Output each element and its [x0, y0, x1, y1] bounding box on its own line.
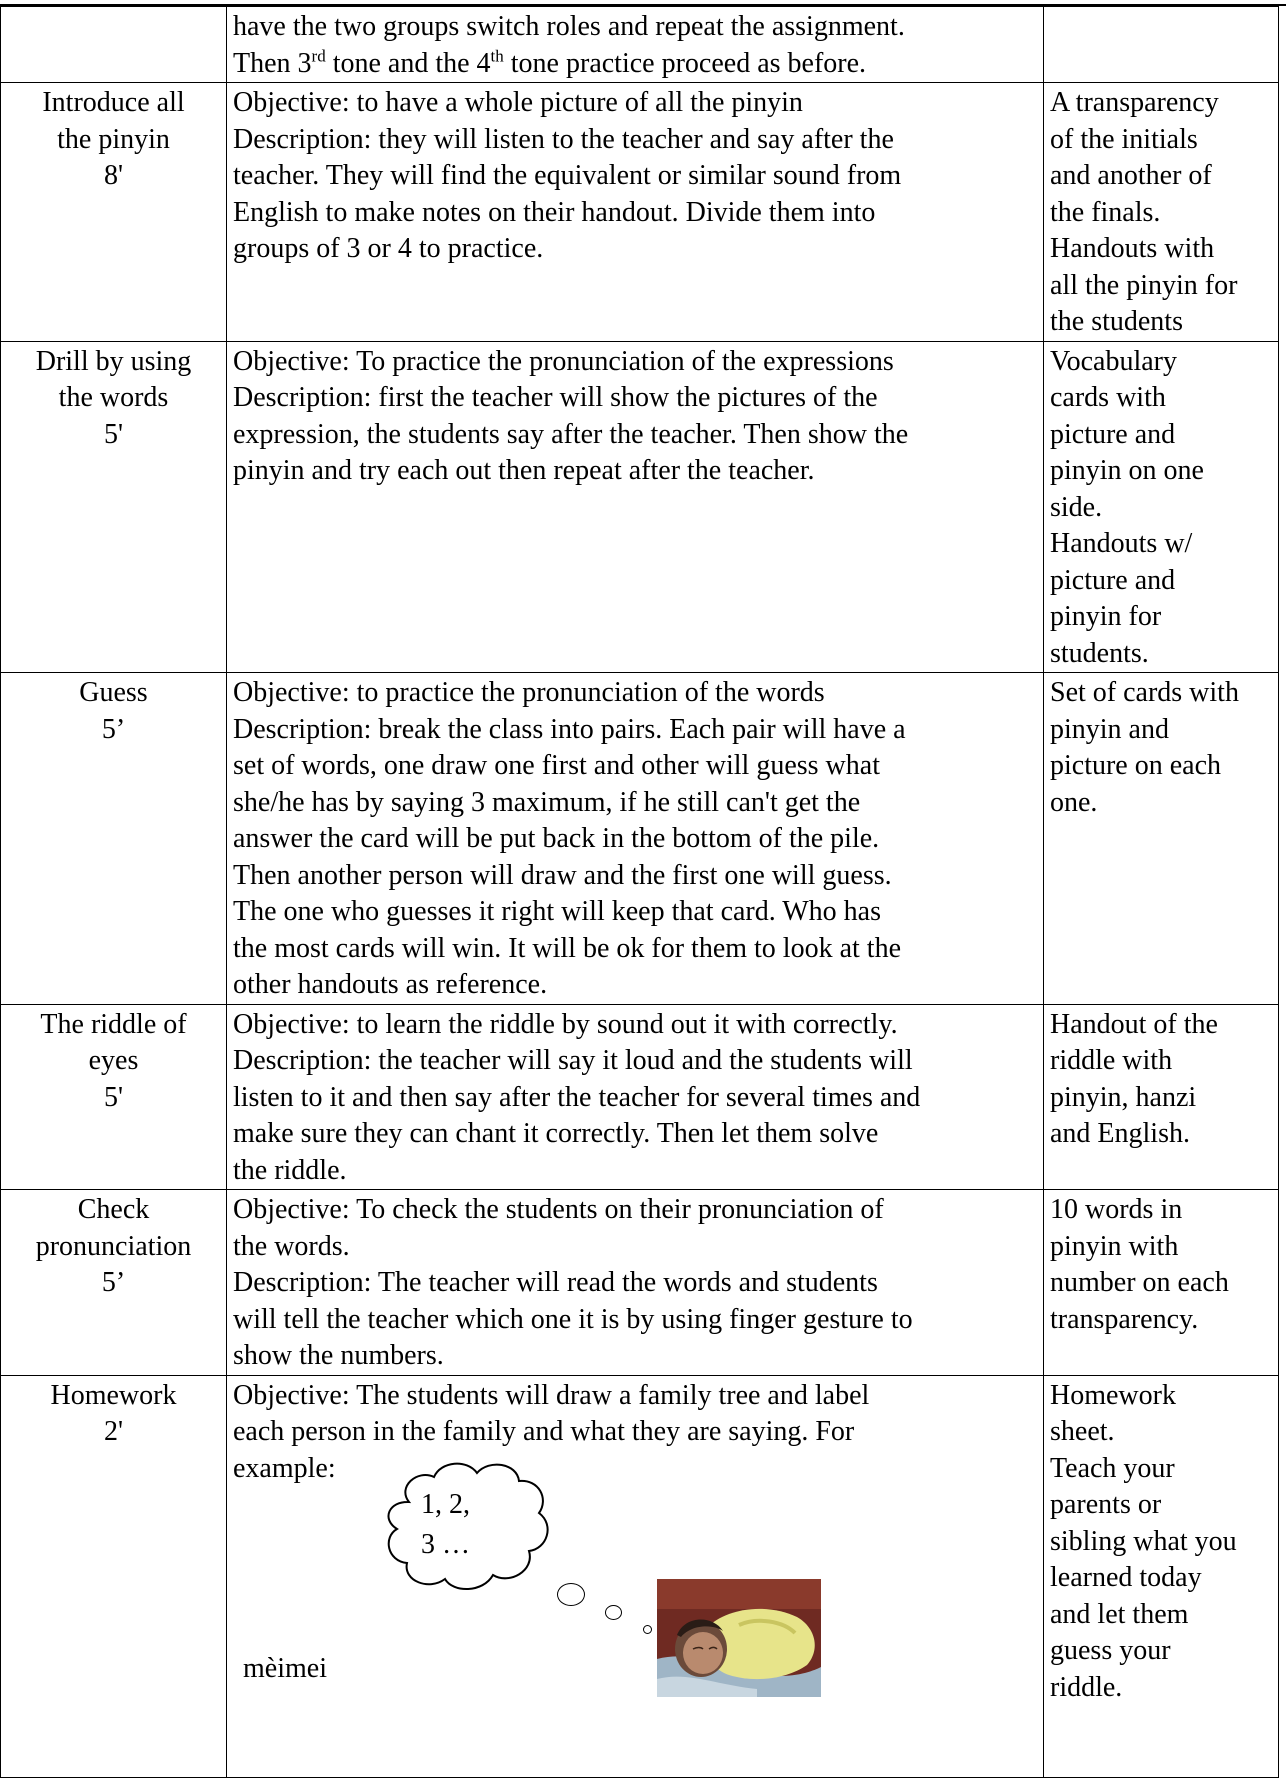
text-line: all the pinyin for — [1050, 269, 1238, 301]
text-line: parents or — [1050, 1489, 1162, 1520]
text-line: the words — [58, 382, 169, 413]
ordinal-superscript: rd — [311, 46, 326, 66]
table-row — [1, 7, 1279, 83]
text-line: Description: the teacher will say it loud and the students will — [233, 1045, 913, 1076]
activity-cell — [1, 1375, 227, 1777]
text-line: eyes — [88, 1045, 139, 1076]
text-line: 2' — [103, 1416, 124, 1447]
text-line: Description: first the teacher will show the pictures of the — [233, 382, 878, 413]
text-line: Description: they will listen to the teacher and say after the — [233, 123, 894, 155]
text-line: Description: break the class into pairs. Each pair will have a — [233, 713, 906, 745]
text-line: the riddle. — [233, 1154, 347, 1186]
text-line: pinyin, hanzi — [1050, 1081, 1197, 1113]
thought-bubble-medium — [605, 1605, 622, 1620]
text-line: Objective: To practice the pronunciation of the expressions — [233, 345, 894, 377]
table-row — [1, 341, 1279, 673]
objective-description-cell — [227, 673, 1044, 1005]
text-line: and let them — [1050, 1598, 1189, 1630]
objective-description-cell — [227, 1375, 1044, 1777]
materials-cell — [1044, 83, 1279, 342]
text-line: A transparency — [1050, 87, 1219, 118]
materials-cell — [1044, 673, 1279, 1005]
activity-cell — [1, 341, 227, 673]
activity-cell — [1, 1004, 227, 1190]
text-fragment: tone practice proceed as before. — [503, 47, 867, 79]
text-line: pinyin and try each out then repeat after the teacher. — [233, 455, 815, 486]
objective-description-cell — [227, 1190, 1044, 1376]
text-line: picture and — [1050, 418, 1176, 450]
materials-cell — [1044, 1375, 1279, 1777]
text-line: Objective: The students will draw a family tree and label — [233, 1379, 870, 1411]
text-line: learned today — [1050, 1562, 1202, 1593]
text-line: 8' — [103, 160, 124, 191]
text-line: and another of — [1050, 160, 1212, 191]
text-line: and English. — [1050, 1118, 1190, 1149]
materials-cell — [1044, 341, 1279, 673]
text-line: Handouts w/ — [1050, 528, 1193, 559]
text-line-with-superscripts — [233, 46, 1037, 83]
text-line: pinyin with — [1050, 1230, 1179, 1262]
text-line: riddle with — [1050, 1045, 1173, 1076]
family-member-label: mèimei — [243, 1652, 327, 1684]
lesson-plan-table — [0, 6, 1279, 1778]
activity-cell — [1, 83, 227, 342]
thought-line: 1, 2, — [421, 1488, 470, 1520]
text-line: show the numbers. — [233, 1340, 444, 1371]
text-line: teacher. They will find the equivalent or similar sound from — [233, 160, 902, 191]
activity-cell — [1, 673, 227, 1005]
text-line: Objective: to learn the riddle by sound out it with correctly. — [233, 1008, 898, 1040]
homework-example — [233, 1451, 1037, 1777]
text-line: of the initials — [1050, 123, 1198, 155]
text-line: students. — [1050, 637, 1149, 669]
text-line: pinyin and — [1050, 713, 1169, 745]
table-row — [1, 1190, 1279, 1376]
text-line: Homework — [1050, 1379, 1176, 1411]
text-line: expression, the students say after the teacher. Then show the — [233, 418, 909, 450]
text-line: Then another person will draw and the first one will guess. — [233, 859, 892, 891]
text-line: the words. — [233, 1230, 350, 1262]
text-line: make sure they can chant it correctly. Then let them solve — [233, 1118, 879, 1149]
text-line: Handouts with — [1050, 233, 1215, 264]
text-line: The riddle of — [40, 1008, 187, 1040]
materials-cell — [1044, 7, 1279, 83]
text-line: 10 words in — [1050, 1194, 1183, 1225]
thought-text — [421, 1485, 470, 1565]
text-line: guess your — [1050, 1635, 1171, 1666]
text-line: Homework — [50, 1379, 177, 1411]
text-line: listen to it and then say after the teacher for several times and — [233, 1081, 921, 1113]
thought-line: 3 … — [421, 1528, 470, 1560]
text-line: each person in the family and what they are saying. For — [233, 1416, 855, 1447]
text-line: 5' — [103, 418, 124, 450]
text-line: Drill by using — [35, 345, 192, 377]
text-line: The one who guesses it right will keep that card. Who has — [233, 896, 881, 927]
text-line: Guess — [79, 677, 148, 708]
text-line: other handouts as reference. — [233, 969, 548, 1000]
thought-bubble-small — [643, 1625, 652, 1634]
text-line: set of words, one draw one first and other will guess what — [233, 750, 880, 781]
text-line: cards with — [1050, 382, 1166, 413]
table-row — [1, 1004, 1279, 1190]
text-line: Set of cards with — [1050, 677, 1239, 708]
text-line: Teach your — [1050, 1452, 1175, 1484]
text-line: she/he has by saying 3 maximum, if he still can't get the — [233, 786, 861, 818]
text-line: sheet. — [1050, 1416, 1115, 1447]
text-line: Objective: to have a whole picture of all the pinyin — [233, 87, 803, 118]
text-line: the students — [1050, 306, 1183, 337]
text-line: pinyin on one — [1050, 455, 1204, 486]
text-line: Check — [77, 1194, 150, 1225]
activity-cell — [1, 7, 227, 83]
baby-photo — [657, 1579, 821, 1697]
text-line: have the two groups switch roles and repeat the assignment. — [233, 11, 905, 42]
activity-cell — [1, 1190, 227, 1376]
text-line: Description: The teacher will read the words and students — [233, 1267, 878, 1298]
text-line: sibling what you — [1050, 1525, 1237, 1557]
table-row — [1, 673, 1279, 1005]
objective-description-cell — [227, 83, 1044, 342]
text-fragment: Then 3 — [233, 47, 312, 79]
text-line: answer the card will be put back in the bottom of the pile. — [233, 823, 880, 854]
materials-cell — [1044, 1004, 1279, 1190]
ordinal-superscript: th — [490, 46, 504, 66]
text-line: number on each — [1050, 1267, 1229, 1298]
text-line: Introduce all — [42, 87, 185, 118]
text-line: the most cards will win. It will be ok for them to look at the — [233, 932, 901, 964]
example-label: example: — [233, 1452, 336, 1484]
objective-description-cell — [227, 7, 1044, 83]
objective-description-cell — [227, 341, 1044, 673]
text-line: 5’ — [101, 1267, 126, 1298]
text-fragment: tone and the 4 — [325, 47, 491, 79]
text-line: riddle. — [1050, 1671, 1123, 1703]
text-line: 5’ — [101, 713, 126, 745]
text-line: the finals. — [1050, 196, 1161, 228]
text-line: one. — [1050, 786, 1098, 818]
text-line: Vocabulary — [1050, 345, 1177, 377]
text-line: the pinyin — [57, 123, 170, 155]
text-line: side. — [1050, 491, 1103, 523]
text-line: transparency. — [1050, 1303, 1199, 1335]
objective-description-cell — [227, 1004, 1044, 1190]
text-line: will tell the teacher which one it is by using finger gesture to — [233, 1303, 913, 1335]
text-line: picture on each — [1050, 750, 1222, 781]
text-line: picture and — [1050, 564, 1176, 596]
text-line: pronunciation — [35, 1230, 192, 1262]
text-line: Objective: To check the students on their pronunciation of — [233, 1194, 884, 1225]
table-row — [1, 83, 1279, 342]
text-line: pinyin for — [1050, 601, 1162, 632]
text-line: English to make notes on their handout. Divide them into — [233, 196, 876, 228]
materials-cell — [1044, 1190, 1279, 1376]
table-row — [1, 1375, 1279, 1777]
text-line: Objective: to practice the pronunciation of the words — [233, 677, 825, 708]
thought-bubble-large — [557, 1583, 585, 1606]
text-line: Handout of the — [1050, 1008, 1218, 1040]
text-line: 5' — [103, 1081, 124, 1113]
text-line: groups of 3 or 4 to practice. — [233, 233, 544, 264]
